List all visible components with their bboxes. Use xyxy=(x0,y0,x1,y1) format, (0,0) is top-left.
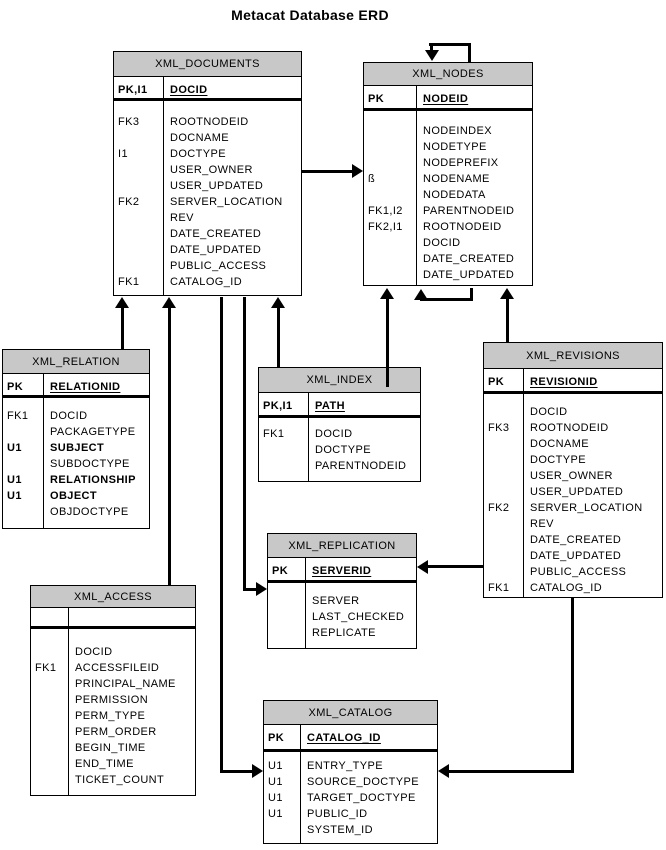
row-attr: REV xyxy=(170,212,194,224)
row-attr: OBJECT xyxy=(50,490,98,502)
arrowhead-left-icon xyxy=(417,560,428,574)
row-attr: DATE_UPDATED xyxy=(170,244,262,256)
row-attr: DOCID xyxy=(530,406,568,418)
arrowhead-up-icon xyxy=(380,288,394,299)
connector-segment xyxy=(277,306,280,367)
row-tag xyxy=(263,442,308,458)
key-attr: REVISIONID xyxy=(530,376,598,388)
row-tag: FK1 xyxy=(118,276,140,288)
row-tag: U1 xyxy=(7,490,22,502)
row-attr: DATE_CREATED xyxy=(170,228,262,240)
arrowhead-right-icon xyxy=(256,582,267,596)
key-tag: PK xyxy=(488,376,505,388)
row-tag: FK3 xyxy=(488,422,510,434)
arrowhead-right-icon xyxy=(352,164,363,178)
table-title: XML_NODES xyxy=(364,63,532,86)
row-attr-column xyxy=(69,629,195,795)
key-tag: PK xyxy=(368,93,385,105)
row-tag xyxy=(488,532,523,548)
row-attr: PERM_ORDER xyxy=(75,726,157,738)
row-attr: PARENTNODEID xyxy=(315,460,407,472)
connector-segment xyxy=(302,170,353,173)
row-tag: FK2,I1 xyxy=(368,221,403,233)
row-attr: TICKET_COUNT xyxy=(75,774,165,786)
key-tag-column xyxy=(484,369,524,391)
row-tag: U1 xyxy=(268,792,283,804)
key-tag-column xyxy=(364,86,417,108)
key-tag-column xyxy=(264,725,301,749)
row-tag xyxy=(118,226,163,242)
key-tag-column xyxy=(3,374,44,395)
row-tag: U1 xyxy=(268,776,283,788)
key-attr: PATH xyxy=(315,400,345,412)
row-attr: DOCTYPE xyxy=(170,148,226,160)
arrowhead-up-icon xyxy=(500,288,514,299)
row-attr: DOCNAME xyxy=(170,132,230,144)
arrowhead-up-icon xyxy=(271,297,285,308)
entity-xml-nodes xyxy=(363,62,533,286)
connector-segment xyxy=(243,297,246,591)
row-tag xyxy=(118,162,163,178)
row-tag-column xyxy=(31,629,69,795)
row-attr: PACKAGETYPE xyxy=(50,426,136,438)
key-attr-column xyxy=(69,608,195,626)
row-tag-column xyxy=(364,111,417,285)
row-tag: U1 xyxy=(268,760,283,772)
row-tag: I1 xyxy=(118,148,128,160)
key-attr: NODEID xyxy=(423,93,469,105)
row-attr: CATALOG_ID xyxy=(170,276,243,288)
row-attr: REV xyxy=(530,518,554,530)
row-tag xyxy=(488,404,523,420)
row-attr: USER_UPDATED xyxy=(530,486,624,498)
arrowhead-down-icon xyxy=(425,50,439,61)
key-tag: PK xyxy=(268,732,285,744)
row-tag: U1 xyxy=(7,442,22,454)
row-tag: FK1 xyxy=(488,582,510,594)
row-attr: SERVER_LOCATION xyxy=(530,502,643,514)
row-tag xyxy=(7,456,43,472)
row-tag-column xyxy=(3,398,44,528)
row-attr: RELATIONSHIP xyxy=(50,474,136,486)
row-tag xyxy=(368,235,416,251)
connector-segment xyxy=(506,297,509,342)
row-tag xyxy=(268,822,300,838)
table-title: XML_INDEX xyxy=(259,368,420,393)
row-tag: ß xyxy=(368,173,376,185)
row-attr: DATE_UPDATED xyxy=(530,550,622,562)
connector-segment xyxy=(220,297,223,773)
table-title: XML_ACCESS xyxy=(31,586,195,608)
row-attr: LAST_CHECKED xyxy=(312,611,405,623)
row-attr: DOCID xyxy=(75,646,113,658)
row-tag xyxy=(7,504,43,520)
row-attr: DOCID xyxy=(50,410,88,422)
row-tag-column xyxy=(264,752,301,843)
key-attr: DOCID xyxy=(170,84,208,96)
row-attr: PUBLIC_ID xyxy=(307,808,368,820)
row-attr: SERVER_LOCATION xyxy=(170,196,283,208)
row-tag xyxy=(118,258,163,274)
key-tag-column xyxy=(259,393,309,415)
row-tag xyxy=(35,756,68,772)
row-tag-column xyxy=(268,583,306,648)
entity-xml-relation xyxy=(2,349,150,529)
row-attr: DOCTYPE xyxy=(315,444,371,456)
arrowhead-left-icon xyxy=(438,764,449,778)
row-tag xyxy=(35,676,68,692)
row-tag xyxy=(35,644,68,660)
row-attr: ROOTNODEID xyxy=(530,422,609,434)
row-tag: U1 xyxy=(7,474,22,486)
table-title: XML_DOCUMENTS xyxy=(114,52,301,77)
entity-xml-revisions xyxy=(483,342,663,598)
row-attr: PRINCIPAL_NAME xyxy=(75,678,176,690)
row-tag xyxy=(368,187,416,203)
row-attr: USER_OWNER xyxy=(530,470,613,482)
row-attr-column xyxy=(164,101,301,295)
row-tag xyxy=(488,452,523,468)
row-tag: FK2 xyxy=(118,196,140,208)
row-tag: FK3 xyxy=(118,116,140,128)
row-tag: FK2 xyxy=(488,502,510,514)
row-tag xyxy=(118,242,163,258)
table-title: XML_RELATION xyxy=(3,350,149,374)
row-attr: SYSTEM_ID xyxy=(307,824,373,836)
row-attr: SUBJECT xyxy=(50,442,105,454)
diagram-title: Metacat Database ERD xyxy=(231,7,389,23)
row-attr: DOCTYPE xyxy=(530,454,586,466)
connector-segment xyxy=(428,565,483,568)
key-attr-column xyxy=(164,77,301,98)
connector-segment xyxy=(243,588,257,591)
row-tag xyxy=(368,139,416,155)
row-attr: TARGET_DOCTYPE xyxy=(307,792,416,804)
entity-xml-access xyxy=(30,585,196,796)
arrowhead-up-icon xyxy=(115,297,129,308)
key-attr: RELATIONID xyxy=(50,381,121,393)
row-attr: SUBDOCTYPE xyxy=(50,458,130,470)
connector-segment xyxy=(386,297,389,387)
connector-segment xyxy=(571,598,574,773)
table-title: XML_REVISIONS xyxy=(484,343,662,369)
connector-segment xyxy=(168,306,171,585)
row-tag: FK1 xyxy=(35,662,57,674)
row-attr: ROOTNODEID xyxy=(423,221,502,233)
row-tag xyxy=(272,625,305,641)
row-tag xyxy=(35,724,68,740)
key-tag-column xyxy=(268,558,306,580)
row-tag xyxy=(35,708,68,724)
row-tag: U1 xyxy=(268,808,283,820)
row-attr: PERM_TYPE xyxy=(75,710,146,722)
row-attr: OBJDOCTYPE xyxy=(50,506,129,518)
row-attr: ACCESSFILEID xyxy=(75,662,160,674)
row-tag xyxy=(368,123,416,139)
row-attr: ENTRY_TYPE xyxy=(307,760,383,772)
row-tag xyxy=(35,740,68,756)
entity-xml-catalog xyxy=(263,700,438,844)
row-attr-column xyxy=(417,111,532,285)
key-tag: PK,I1 xyxy=(263,400,293,412)
row-tag xyxy=(488,548,523,564)
row-tag xyxy=(272,593,305,609)
row-tag xyxy=(7,424,43,440)
row-attr: DATE_CREATED xyxy=(530,534,622,546)
key-tag: PK,I1 xyxy=(118,84,148,96)
row-attr-column xyxy=(301,752,437,843)
table-title: XML_CATALOG xyxy=(264,701,437,725)
row-tag xyxy=(272,609,305,625)
row-attr-column xyxy=(306,583,416,648)
table-title: XML_REPLICATION xyxy=(268,534,416,558)
row-tag xyxy=(488,436,523,452)
row-tag xyxy=(488,468,523,484)
row-attr: DOCID xyxy=(423,237,461,249)
row-tag xyxy=(35,772,68,788)
row-attr: DATE_UPDATED xyxy=(423,269,515,281)
connector-segment xyxy=(220,770,253,773)
row-tag: FK1 xyxy=(7,410,29,422)
key-tag: PK xyxy=(7,381,24,393)
entity-xml-index xyxy=(258,367,421,482)
row-tag-column xyxy=(259,418,309,481)
row-tag-column xyxy=(114,101,164,295)
row-attr-column xyxy=(44,398,149,528)
row-attr: PERMISSION xyxy=(75,694,149,706)
row-tag xyxy=(263,458,308,474)
entity-xml-documents xyxy=(113,51,302,296)
key-tag-column xyxy=(31,608,69,626)
arrowhead-up-icon xyxy=(162,297,176,308)
key-attr: SERVERID xyxy=(312,565,372,577)
key-attr-column xyxy=(306,558,416,580)
row-attr: NODETYPE xyxy=(423,141,487,153)
row-attr: REPLICATE xyxy=(312,627,376,639)
row-attr: BEGIN_TIME xyxy=(75,742,146,754)
key-attr-column xyxy=(417,86,532,108)
arrowhead-up-icon xyxy=(414,289,428,300)
row-tag xyxy=(118,210,163,226)
row-attr: SOURCE_DOCTYPE xyxy=(307,776,419,788)
connector-segment xyxy=(429,43,471,46)
row-tag xyxy=(118,130,163,146)
arrowhead-right-icon xyxy=(252,764,263,778)
row-tag xyxy=(368,251,416,267)
row-attr: DOCNAME xyxy=(530,438,590,450)
key-attr-column xyxy=(301,725,437,749)
key-attr-column xyxy=(44,374,149,395)
row-attr: PARENTNODEID xyxy=(423,205,515,217)
row-attr: SERVER xyxy=(312,595,360,607)
row-tag xyxy=(488,484,523,500)
row-attr: END_TIME xyxy=(75,758,134,770)
row-attr: PUBLIC_ACCESS xyxy=(170,260,267,272)
row-attr: NODEDATA xyxy=(423,189,486,201)
connector-segment xyxy=(121,306,124,349)
row-attr: CATALOG_ID xyxy=(530,582,603,594)
row-attr: NODEINDEX xyxy=(423,125,492,137)
row-attr: DATE_CREATED xyxy=(423,253,515,265)
key-attr: CATALOG_ID xyxy=(307,732,381,744)
row-attr: USER_OWNER xyxy=(170,164,253,176)
row-tag: FK1,I2 xyxy=(368,205,403,217)
row-tag-column xyxy=(484,394,524,597)
row-tag xyxy=(35,692,68,708)
row-tag: FK1 xyxy=(263,428,285,440)
row-attr: NODEPREFIX xyxy=(423,157,499,169)
connector-segment xyxy=(449,770,574,773)
row-attr: USER_UPDATED xyxy=(170,180,264,192)
row-attr-column xyxy=(524,394,662,597)
row-tag xyxy=(488,516,523,532)
row-tag xyxy=(368,155,416,171)
key-attr-column xyxy=(309,393,420,415)
row-tag xyxy=(488,564,523,580)
row-attr: ROOTNODEID xyxy=(170,116,249,128)
row-attr: DOCID xyxy=(315,428,353,440)
row-tag xyxy=(118,178,163,194)
row-tag xyxy=(368,267,416,283)
row-attr: PUBLIC_ACCESS xyxy=(530,566,627,578)
row-attr-column xyxy=(309,418,420,481)
key-tag-column xyxy=(114,77,164,98)
row-attr: NODENAME xyxy=(423,173,490,185)
entity-xml-replication xyxy=(267,533,417,649)
key-attr-column xyxy=(524,369,662,391)
key-tag: PK xyxy=(272,565,289,577)
